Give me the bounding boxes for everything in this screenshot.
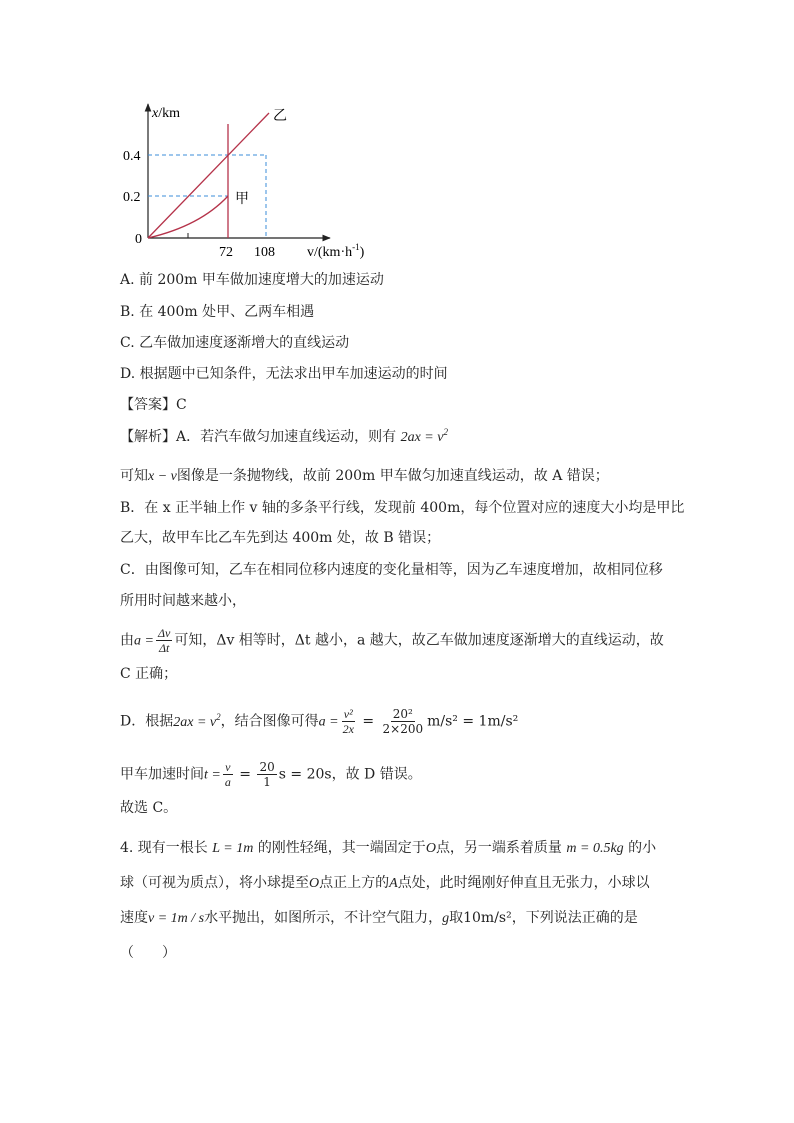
y-tick-04: 0.4 <box>123 149 141 164</box>
x-tick-108: 108 <box>254 245 275 260</box>
fraction-20sq-2x200: $\frac{\text{20²}}{2\times 200}$ <box>382 707 424 736</box>
option-c: C. 乙车做加速度逐渐增大的直线运动 <box>120 335 350 351</box>
answer-value: C <box>176 397 187 413</box>
q4-line-2: 球（可视为质点），将小球提至O点正上方的A点处，此时绳刚好伸直且无张力，小球以 <box>120 875 650 891</box>
fraction-v2-2x: $\frac{\text{v²}}{2x}$ <box>342 707 354 736</box>
y-axis-label: x/km <box>152 106 180 121</box>
answer-tag: 【答案】 <box>120 397 176 413</box>
answer-line <box>120 395 187 415</box>
analysis-line-2: 可知x − v图像是一条抛物线，故前 200m 甲车做匀加速直线运动，故 A 错误； <box>120 468 609 484</box>
x-tick-72: 72 <box>219 245 233 260</box>
eq-2ax-v2: $2ax = v^2$ <box>400 427 448 445</box>
option-b: B. 在 400m 处甲、乙两车相遇 <box>120 304 315 320</box>
analysis-line-10: 甲车加速时间t = $\frac{v}{a}$ = $\frac{20}{1}$ s = 20s，故 D 错误。 <box>120 760 422 789</box>
analysis-line-5: C．由图像可知，乙车在相同位移内速度的变化量相等，因为乙车速度增加，故相同位移 <box>120 562 663 578</box>
analysis-line-8: C 正确； <box>120 666 178 682</box>
label-yi: 乙 <box>273 109 287 124</box>
q4-line-4: （ ） <box>120 945 176 961</box>
origin-label: 0 <box>135 232 142 247</box>
option-d: D. 根据题中已知条件，无法求出甲车加速运动的时间 <box>120 366 448 382</box>
series-yi-line <box>148 113 269 238</box>
q4-line-3: 速度v = 1m / s水平抛出，如图所示，不计空气阻力，g取10m/s²，下列说法正确的是 <box>120 910 638 926</box>
y-tick-02: 0.2 <box>123 190 141 205</box>
fraction-v-a: $\frac{v}{a}$ <box>224 760 231 789</box>
x-axis-label: $v/(km\cdot h^{-1})$ <box>307 242 365 260</box>
analysis-line-9: D．根据$2ax = v^2$，结合图像可得a = $\frac{\text{v²}}{2x}$ = $\frac{\text{20²}}{2\times 200}$ m/s² = 1m/s² <box>120 707 519 736</box>
analysis-line-1: 【解析】A．若汽车做匀加速直线运动，则有 $2ax = v^2$ <box>120 427 448 445</box>
analysis-tag: 【解析】 <box>120 429 176 445</box>
analysis-line-4: 乙大，故甲车比乙车先到达 400m 处，故 B 错误； <box>120 530 441 546</box>
series-jia-curve <box>148 196 228 238</box>
option-a: A. 前 200m 甲车做加速度增大的加速运动 <box>120 272 384 288</box>
analysis-line-6: 所用时间越来越小， <box>120 593 246 609</box>
analysis-line-7: 由a = $\frac{\Delta v}{\Delta t}$ 可知，Δv 相等时，Δt 越小，a 越大，故乙车做加速度逐渐增大的直线运动，故 <box>120 626 664 655</box>
fraction-dv-dt: $\frac{\Delta v}{\Delta t}$ <box>157 626 171 655</box>
fraction-20-1: $\frac{20}{1}$ <box>259 760 275 789</box>
label-jia: 甲 <box>235 192 249 207</box>
q4-line-1: 4. 现有一根长 L = 1m 的刚性轻绳，其一端固定于O点，另一端系着质量 m = 0.5kg 的小 <box>120 840 657 856</box>
analysis-line-11: 故选 C。 <box>120 800 178 816</box>
analysis-line-3: B．在 x 正半轴上作 v 轴的多条平行线，发现前 400m，每个位置对应的速度大小均是甲比 <box>120 500 685 516</box>
x-v-graph <box>110 96 390 266</box>
